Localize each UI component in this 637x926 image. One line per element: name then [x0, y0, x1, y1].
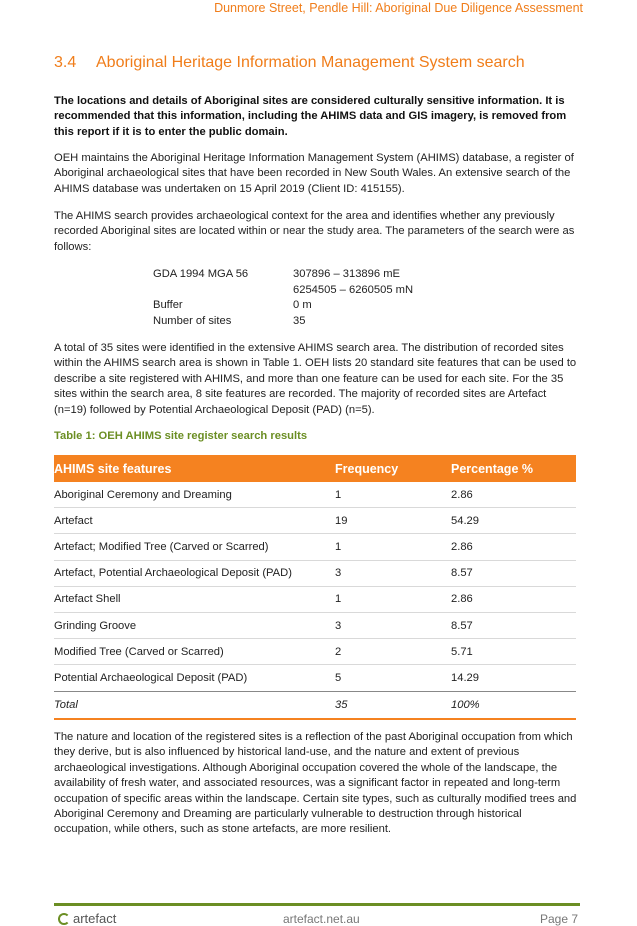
easting-value: 307896 – 313896 mE	[293, 268, 400, 280]
cell-percentage: 2.86	[451, 482, 576, 508]
artefact-logo-icon	[58, 913, 70, 925]
cell-feature: Artefact	[54, 508, 335, 534]
footer-logo-text: artefact	[73, 911, 117, 926]
page-number: Page 7	[540, 912, 579, 926]
header-features: AHIMS site features	[54, 455, 335, 482]
cell-percentage: 5.71	[451, 639, 576, 665]
cell-frequency: 1	[335, 482, 451, 508]
cell-percentage: 2.86	[451, 534, 576, 560]
summary-paragraph: A total of 35 sites were identified in the extensive AHIMS search area. The distribution of recorded sites within the AHIMS search area is shown in Table 1. OEH lists 20 standard site features that can be used to describe a site registered with AHIMS, and more than one feature can be used for each site. For the 35 sites within the search area, 8 site features are recorded. The majority of recorded sites are Artefact (n=19) followed by Potential Archaeological Deposit (PAD) (n=5).	[54, 342, 577, 416]
table-header-row	[54, 455, 576, 482]
running-header: Dunmore Street, Pendle Hill: Aboriginal Due Diligence Assessment	[214, 1, 583, 15]
datum-label: GDA 1994 MGA 56	[153, 268, 249, 280]
intro-paragraph: OEH maintains the Aboriginal Heritage Information Management System (AHIMS) database, a register of Aboriginal archaeological sites that have been recorded in New South Wales. An extensive search of the AHIMS database was undertaken on 15 April 2019 (Client ID: 415155).	[54, 152, 574, 195]
table-row	[54, 665, 576, 691]
table-row	[54, 612, 576, 638]
footer-url[interactable]: artefact.net.au	[283, 912, 360, 926]
header-percentage: Percentage %	[451, 455, 576, 482]
table-row	[54, 508, 576, 534]
cell-frequency: 5	[335, 665, 451, 691]
cell-frequency: 2	[335, 639, 451, 665]
total-label: Total	[54, 691, 335, 719]
discussion-paragraph: The nature and location of the registered sites is a reflection of the past Aboriginal occupation from which they derive, but is also influenced by historical land-use, and the nature and extent of previous archaeological investigations. Although Aboriginal occupation covered the whole of the landscape, the availability of fresh water, and associated resources, was a significant factor in repeated and long-term occupation of specific areas within the landscape. Certain site types, such as culturally modified trees and Aboriginal Ceremony and Dreaming are particularly vulnerable to destruction through historical occupation, while others, such as stone artefacts, are more resilient.	[54, 731, 577, 836]
search-parameters	[153, 267, 413, 329]
footer-divider	[54, 903, 580, 906]
cell-feature: Artefact; Modified Tree (Carved or Scarred)	[54, 534, 335, 560]
table-row	[54, 482, 576, 508]
cell-frequency: 3	[335, 612, 451, 638]
cell-feature: Aboriginal Ceremony and Dreaming	[54, 482, 335, 508]
cell-frequency: 19	[335, 508, 451, 534]
cell-frequency: 3	[335, 560, 451, 586]
table-row	[54, 586, 576, 612]
total-percentage: 100%	[451, 691, 576, 719]
northing-value: 6254505 – 6260505 mN	[293, 283, 414, 296]
context-paragraph: The AHIMS search provides archaeological context for the area and identifies whether any previously recorded Aboriginal sites are located within or near the study area. The parameters of the search were as follows:	[54, 210, 575, 253]
cell-feature: Artefact Shell	[54, 586, 335, 612]
sensitivity-notice: The locations and details of Aboriginal sites are considered culturally sensitive information. It is recommended that this information, including the AHIMS data and GIS imagery, is removed from this report if it is to enter the public domain.	[54, 95, 567, 138]
buffer-value: 0 m	[293, 299, 312, 312]
cell-percentage: 2.86	[451, 586, 576, 612]
header-frequency: Frequency	[335, 455, 451, 482]
cell-percentage: 54.29	[451, 508, 576, 534]
table-row	[54, 534, 576, 560]
cell-feature: Modified Tree (Carved or Scarred)	[54, 639, 335, 665]
cell-feature: Grinding Groove	[54, 612, 335, 638]
cell-percentage: 14.29	[451, 665, 576, 691]
cell-percentage: 8.57	[451, 612, 576, 638]
cell-feature: Potential Archaeological Deposit (PAD)	[54, 665, 335, 691]
total-frequency: 35	[335, 691, 451, 719]
sites-label: Number of sites	[153, 314, 232, 327]
cell-frequency: 1	[335, 586, 451, 612]
table-row	[54, 639, 576, 665]
buffer-label: Buffer	[153, 299, 183, 312]
cell-percentage: 8.57	[451, 560, 576, 586]
cell-frequency: 1	[335, 534, 451, 560]
section-title: Aboriginal Heritage Information Management System search	[96, 54, 525, 71]
section-number: 3.4	[54, 54, 77, 71]
sites-value: 35	[293, 314, 306, 327]
results-table	[54, 455, 576, 720]
table-row	[54, 560, 576, 586]
table-caption: Table 1: OEH AHIMS site register search results	[54, 430, 308, 442]
cell-feature: Artefact, Potential Archaeological Deposit (PAD)	[54, 560, 335, 586]
section-heading	[54, 54, 525, 72]
table-total-row	[54, 691, 576, 719]
